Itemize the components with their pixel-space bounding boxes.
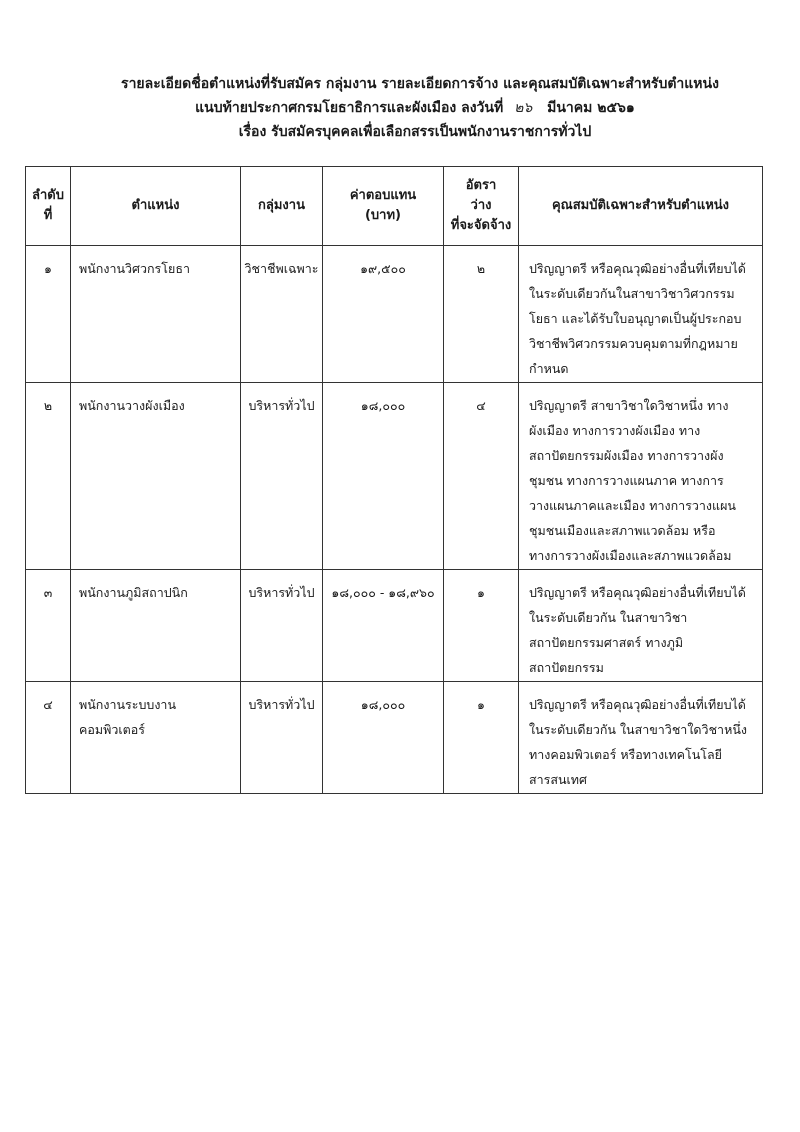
- header-salary: ค่าตอบแทน (บาท): [323, 167, 444, 246]
- cell-title: พนักงานวางผังเมือง: [71, 383, 241, 570]
- header-rate: อัตรา ว่าง ที่จะจัดจ้าง: [444, 167, 519, 246]
- cell-rate: ๔: [444, 383, 519, 570]
- table-row: [26, 383, 763, 570]
- header-subject-line: เรื่อง รับสมัครบุคคลเพื่อเลือกสรรเป็นพนักงานราชการทั่วไป: [238, 124, 592, 140]
- header-title: ตำแหน่ง: [71, 167, 241, 246]
- cell-group: บริหารทั่วไป: [241, 682, 323, 794]
- header-group: กลุ่มงาน: [241, 167, 323, 246]
- cell-title: พนักงานวิศวกรโยธา: [71, 246, 241, 383]
- cell-qualification: ปริญญาตรี สาขาวิชาใดวิชาหนึ่ง ทางผังเมือง ทางการวางผังเมือง ทางสถาปัตยกรรมผังเมือง ทางการวางผังชุมชน ทางการวางแผนภาค ทางการวางแผนภาคและเมือง ทางการวางแผนชุมชนเมืองและสภาพแวดล้อม หรือทางการวางผังเมืองและสภาพแวดล้อม: [519, 383, 763, 570]
- cell-no: ๔: [26, 682, 71, 794]
- cell-qualification: ปริญญาตรี หรือคุณวุฒิอย่างอื่นที่เทียบได้ในระดับเดียวกัน ในสาขาวิชาใดวิชาหนึ่งทางคอมพิวเตอร์ หรือทางเทคโนโลยีสารสนเทศ: [519, 682, 763, 794]
- positions-table: [25, 166, 763, 794]
- header-title-line: รายละเอียดชื่อตำแหน่งที่รับสมัคร กลุ่มงาน รายละเอียดการจ้าง และคุณสมบัติเฉพาะสำหรับตำแหน่ง: [121, 76, 719, 92]
- cell-salary: ๑๘,๐๐๐: [323, 682, 444, 794]
- cell-salary: ๑๘,๐๐๐: [323, 383, 444, 570]
- handwritten-day: ๒๖: [514, 100, 533, 116]
- cell-rate: ๒: [444, 246, 519, 383]
- cell-salary: ๑๙,๕๐๐: [323, 246, 444, 383]
- cell-qualification: ปริญญาตรี หรือคุณวุฒิอย่างอื่นที่เทียบได้ในระดับเดียวกัน ในสาขาวิชาสถาปัตยกรรมศาสตร์ ทางภูมิสถาปัตยกรรม: [519, 570, 763, 682]
- table-header-row: [26, 167, 763, 246]
- cell-rate: ๑: [444, 682, 519, 794]
- cell-group: บริหารทั่วไป: [241, 383, 323, 570]
- cell-no: ๑: [26, 246, 71, 383]
- table-row: [26, 682, 763, 794]
- announcement-prefix: แนบท้ายประกาศกรมโยธาธิการและผังเมือง ลงวันที่: [195, 100, 504, 116]
- cell-title: พนักงานภูมิสถาปนิก: [71, 570, 241, 682]
- cell-group: วิชาชีพเฉพาะ: [241, 246, 323, 383]
- cell-rate: ๑: [444, 570, 519, 682]
- table-row: [26, 246, 763, 383]
- cell-qualification: ปริญญาตรี หรือคุณวุฒิอย่างอื่นที่เทียบได้ในระดับเดียวกันในสาขาวิชาวิศวกรรมโยธา และได้รับใบอนุญาตเป็นผู้ประกอบวิชาชีพวิศวกรรมควบคุมตามที่กฎหมายกำหนด: [519, 246, 763, 383]
- table-row: [26, 570, 763, 682]
- cell-salary: ๑๘,๐๐๐ - ๑๘,๙๖๐: [323, 570, 444, 682]
- cell-group: บริหารทั่วไป: [241, 570, 323, 682]
- document-header: [0, 72, 800, 144]
- cell-no: ๓: [26, 570, 71, 682]
- cell-no: ๒: [26, 383, 71, 570]
- header-no: ลำดับ ที่: [26, 167, 71, 246]
- announcement-month-year: มีนาคม ๒๕๖๑: [547, 100, 635, 116]
- cell-title: พนักงานระบบงานคอมพิวเตอร์: [71, 682, 241, 794]
- header-qualification: คุณสมบัติเฉพาะสำหรับตำแหน่ง: [519, 167, 763, 246]
- header-announcement-line: [0, 96, 800, 120]
